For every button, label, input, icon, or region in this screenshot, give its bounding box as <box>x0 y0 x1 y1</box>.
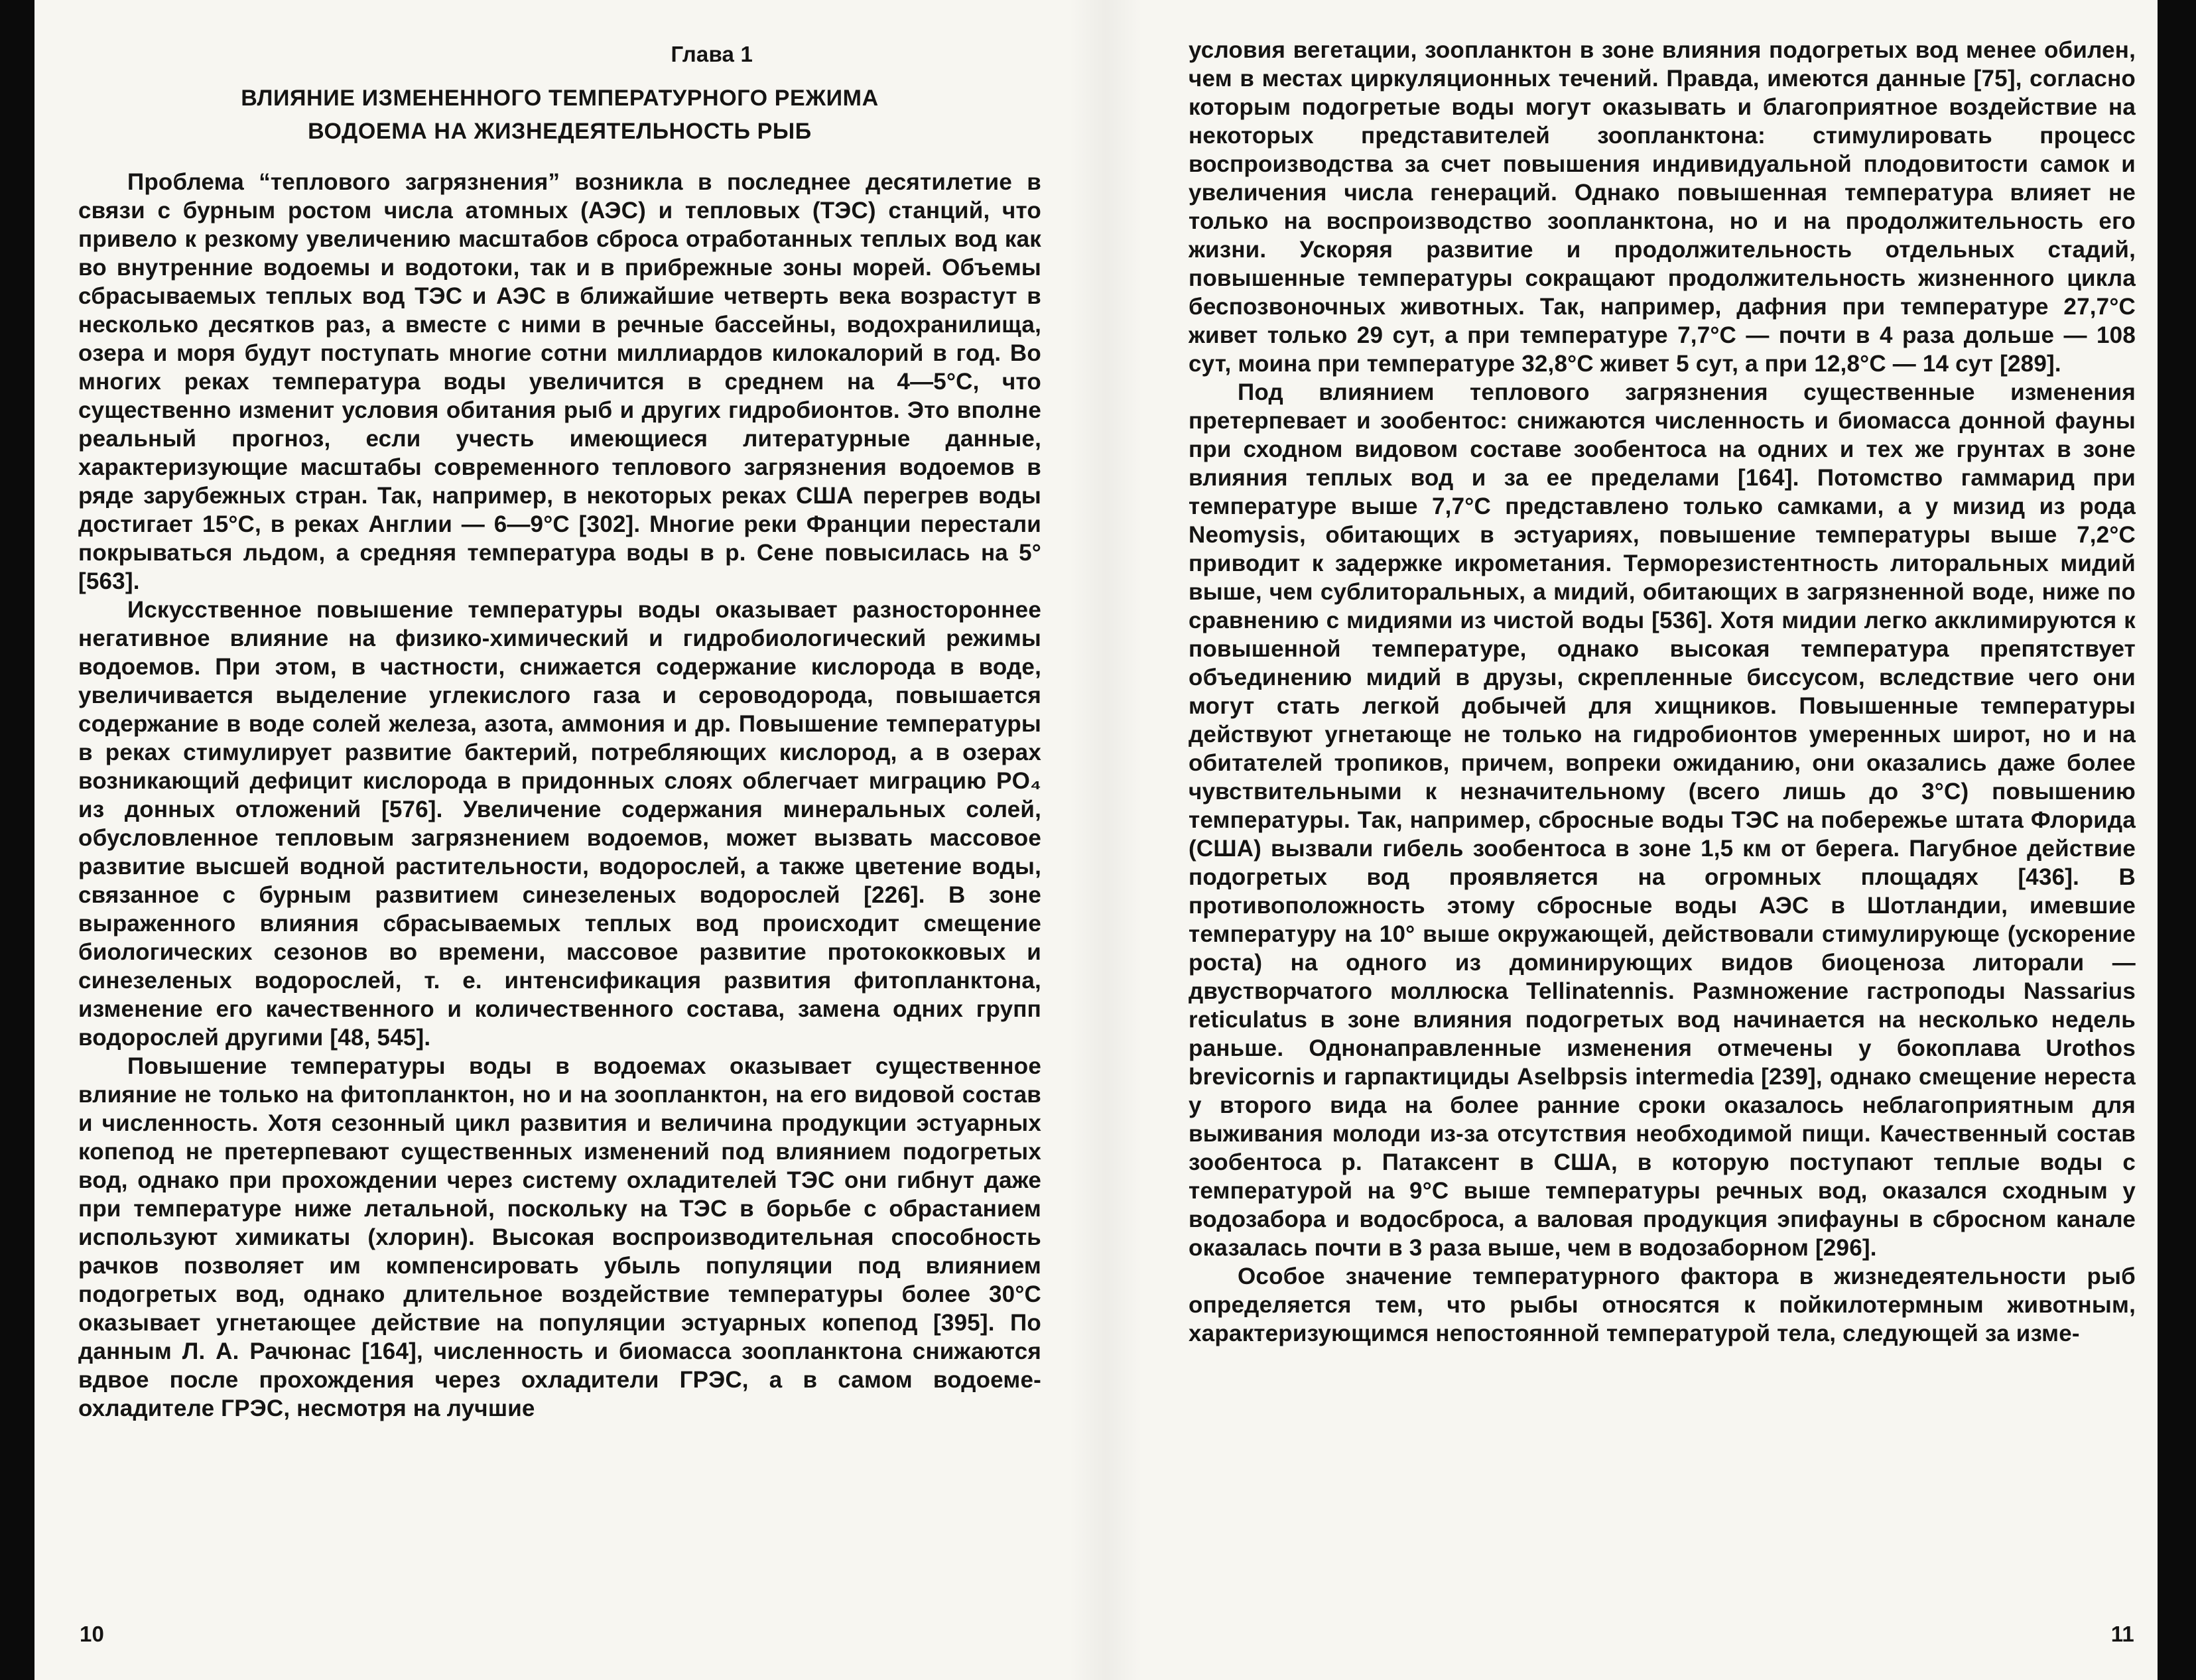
page-left <box>78 0 1041 1680</box>
paragraph-negative-influence: Искусственное повышение температуры воды оказывает разностороннее негативное влияние на физико-химический и гидробиологический режимы водоемов. При этом, в частности, снижается содержание кислорода в воде, увеличивается выделение углекислого газа и сероводорода, повышается содержание в воде солей железа, азота, аммония и др. Повышение температуры в реках стимулирует развитие бактерий, потребляющих кислород, а в озерах возникающий дефицит кислорода в придонных слоях облегчает миграцию PO₄ из донных отложений [576]. Увеличение содержания минеральных солей, обусловленное тепловым загрязнением водоемов, может вызвать массовое развитие высшей водной растительности, водорослей, а также цветение воды, связанное с бурным развитием синезеленых водорослей [226]. В зоне выраженного влияния сбрасываемых теплых вод происходит смещение биологических сезонов во времени, массовое развитие протококковых и синезеленых водорослей, т. е. интенсификация развития фитопланктона, изменение его качественного и количественного состава, замена одних групп водорослей другими [48, 545]. <box>78 597 1041 1051</box>
paragraph-intro: Проблема “теплового загрязнения” возникла в последнее десятилетие в связи с бурным ростом числа атомных (АЭС) и тепловых (ТЭС) станций, что привело к резкому увеличению масштабов сброса отработанных теплых вод как во внутренние водоемы и водотоки, так и в прибрежные зоны морей. Объемы сбрасываемых теплых вод ТЭС и АЭС в ближайшие четверть века возрастут в несколько десятков раз, а вместе с ними в речные бассейны, водохранилища, озера и моря будут поступать многие сотни миллиардов килокалорий в год. Во многих реках температура воды увеличится в среднем на 4—5°С, что существенно изменит условия обитания рыб и других гидробионтов. Это вполне реальный прогноз, если учесть имеющиеся литературные данные, характеризующие масштабы современного теплового загрязнения водоемов в ряде зарубежных стран. Так, например, в некоторых реках США перегрев воды достигает 15°С, в реках Англии — 6—9°С [302]. Многие реки Франции перестали покрываться льдом, а средняя температура воды в р. Сене повысилась на 5° [563]. <box>78 169 1041 594</box>
scan-edge-left <box>0 0 34 1680</box>
scan-edge-right <box>2158 0 2196 1680</box>
paragraph-zooplankton: Повышение температуры воды в водоемах оказывает существенное влияние не только на фитопланктон, но и на зоопланктон, на его видовой состав и численность. Хотя сезонный цикл развития и величина продукции эстуарных копепод не претерпевают существенных изменений под влиянием подогретых вод, однако при прохождении через систему охладителей ТЭС они гибнут даже при температуре ниже летальной, поскольку на ТЭС в борьбе с обрастанием используют химикаты (хлорин). Высокая воспроизводительная способность рачков позволяет им компенсировать убыль популяции под влиянием подогретых вод, однако длительное воздействие температуры более 30°С оказывает угнетающее действие на популяции эстуарных копепод [395]. По данным Л. А. Рачюнас [164], численность и биомасса зоопланктона снижаются вдвое после прохождения через охладители ГРЭС, а в самом водоеме-охладителе ГРЭС, несмотря на лучшие <box>78 1053 1041 1421</box>
paragraph-fish-temperature: Особое значение температурного фактора в жизнедеятельности рыб определяется тем, что рыбы относятся к пойкилотермным животным, характеризующимся непостоянной температурой тела, следующей за изме- <box>1189 1263 2136 1346</box>
page-number-left: 10 <box>80 1622 105 1646</box>
paragraph-continuation: условия вегетации, зоопланктон в зоне влияния подогретых вод менее обилен, чем в местах циркуляционных течений. Правда, имеются данные [75], согласно которым подогретые воды могут оказывать и благоприятное воздействие на некоторых представителей зоопланктона: стимулировать процесс воспроизводства за счет повышения индивидуальной плодовитости самок и увеличения числа генераций. Однако повышенная температура влияет не только на воспроизводство зоопланктона, но и на продолжительность его жизни. Ускоряя развитие и продолжительность отдельных стадий, повышенные температуры сокращают продолжительность жизненного цикла беспозвоночных животных. Так, например, дафния при температуре 27,7°С живет только 29 сут, а при температуре 7,7°С — почти в 4 раза дольше — 108 сут, моина при температуре 32,8°С живет 5 сут, а при 12,8°С — 14 сут [289]. <box>1189 37 2136 377</box>
page-number-right: 11 <box>2110 1622 2134 1646</box>
page-right <box>1189 0 2136 1680</box>
chapter-title-line2: ВОДОЕМА НА ЖИЗНЕДЕЯТЕЛЬНОСТЬ РЫБ <box>308 119 812 144</box>
paragraph-zoobenthos: Под влиянием теплового загрязнения существенные изменения претерпевает и зообентос: снижаются численность и биомасса донной фауны при сходном видовом составе зообентоса на одних и тех же грунтах в зоне влияния теплых вод и за ее пределами [164]. Потомство гаммарид при температуре выше 7,7°С представлено только самками, а у мизид из рода Neomysis, обитающих в эстуариях, повышение температуры выше 7,2°С приводит к задержке икрометания. Терморезистентность литоральных мидий выше, чем сублиторальных, а мидий, обитающих в загрязненной воде, ниже по сравнению с мидиями из чистой воды [536]. Хотя мидии легко акклимируются к повышенной температуре, однако высокая температура препятствует объединению мидий в друзы, скрепленные биссусом, вследствие чего они могут стать легкой добычей для хищников. Повышенные температуры действуют угнетающе не только на гидробионтов умеренных широт, но и на обитателей тропиков, причем, вопреки ожиданию, они оказались даже более чувствительными к незначительному (всего лишь до 3°С) повышению температуры. Так, например, сбросные воды ТЭС на побережье штата Флорида (США) вызвали гибель зообентоса в зоне 1,5 км от берега. Пагубное действие подогретых вод проявляется на огромных площадях [436]. В противоположность этому сбросные воды АЭС в Шотландии, имевшие температуру на 10° выше окружающей, действовали стимулирующе (ускорение роста) на одного из доминирующих видов биоценоза литорали — двустворчатого моллюска Tellinatennis. Размножение гастроподы Nassarius reticulatus в зоне влияния подогретых вод начинается на несколько недель раньше. Однонаправленные изменения отмечены у бокоплава Urothos brevicornis и гарпактициды Aselbpsis intermedia [239], однако смещение нереста у второго вида на более ранние сроки оказалось неблагоприятным для выживания молоди из-за отсутствия необходимой пищи. Качественный состав зообентоса р. Патаксент в США, в которую поступают теплые воды с температурой на 9°С выше температуры речных вод, оказался сходным у водозабора и водосброса, а валовая продукция эпифауны в сбросном канале оказалась почти в 3 раза выше, чем в водозаборном [296]. <box>1189 379 2136 1261</box>
chapter-label: Глава 1 <box>671 42 753 66</box>
chapter-title-line1: ВЛИЯНИЕ ИЗМЕНЕННОГО ТЕМПЕРАТУРНОГО РЕЖИМА <box>241 86 879 111</box>
book-gutter-shadow <box>1069 0 1142 1680</box>
chapter-title <box>118 82 1001 148</box>
